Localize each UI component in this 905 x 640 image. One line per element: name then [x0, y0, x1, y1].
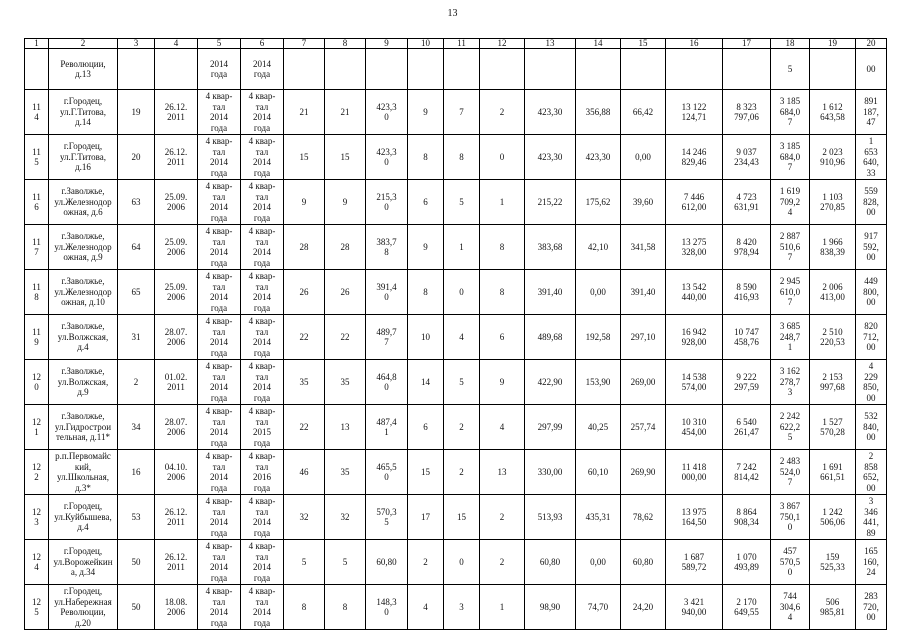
- table-cell: 13 542 440,00: [666, 270, 723, 315]
- table-cell: 74,70: [576, 585, 621, 630]
- table-cell: 39,60: [621, 180, 666, 225]
- table-cell: 423,30: [576, 135, 621, 180]
- table-cell: 11 4: [25, 90, 49, 135]
- column-number-cell: 3: [118, 39, 155, 49]
- table-cell: 7 242 814,42: [723, 450, 771, 495]
- table-cell: 559 828, 00: [856, 180, 887, 225]
- table-cell: 15: [325, 135, 366, 180]
- table-cell: 8: [480, 225, 525, 270]
- address-cell: г.Заволжье, ул.Железнодор ожная, д.6: [49, 180, 118, 225]
- table-cell: 513,93: [525, 495, 576, 540]
- table-cell: 0,00: [576, 540, 621, 585]
- table-cell: 3: [444, 585, 480, 630]
- table-cell: 2 887 510,6 7: [771, 225, 810, 270]
- table-cell: 820 712, 00: [856, 315, 887, 360]
- table-cell: 4 квар- тал 2014 года: [241, 585, 284, 630]
- table-cell: 25.09. 2006: [155, 270, 198, 315]
- table-cell: 257,74: [621, 405, 666, 450]
- table-cell: 8: [444, 135, 480, 180]
- table-cell: 21: [325, 90, 366, 135]
- column-number-cell: 2: [49, 39, 118, 49]
- table-cell: 422,90: [525, 360, 576, 405]
- address-cell: г.Городец, ул.Ворожейкин а, д.34: [49, 540, 118, 585]
- table-row: [25, 450, 887, 495]
- table-cell: 383,7 8: [366, 225, 408, 270]
- table-row: [25, 540, 887, 585]
- table-cell: 175,62: [576, 180, 621, 225]
- table-cell: 465,5 0: [366, 450, 408, 495]
- table-cell: 1 966 838,39: [810, 225, 856, 270]
- table-cell: 13 275 328,00: [666, 225, 723, 270]
- table-cell: 26.12. 2011: [155, 135, 198, 180]
- table-cell: 4 квар- тал 2014 года: [241, 315, 284, 360]
- table-row: [25, 270, 887, 315]
- table-cell: 26: [325, 270, 366, 315]
- table-row: [25, 180, 887, 225]
- table-cell: 16 942 928,00: [666, 315, 723, 360]
- table-cell: 383,68: [525, 225, 576, 270]
- table-cell: 6: [480, 315, 525, 360]
- table-cell: 2 483 524,0 7: [771, 450, 810, 495]
- table-cell: 423,30: [525, 135, 576, 180]
- table-cell: 1 691 661,51: [810, 450, 856, 495]
- table-cell: 744 304,6 4: [771, 585, 810, 630]
- table-cell: 13: [325, 405, 366, 450]
- table-cell: 12 5: [25, 585, 49, 630]
- table-cell: 8 864 908,34: [723, 495, 771, 540]
- table-cell: 66,42: [621, 90, 666, 135]
- table-cell: 891 187, 47: [856, 90, 887, 135]
- table-cell: 2014 года: [241, 49, 284, 90]
- table-cell: 0: [444, 540, 480, 585]
- table-cell: 4 квар- тал 2014 года: [198, 90, 241, 135]
- table-row: [25, 49, 887, 90]
- table-cell: 11 5: [25, 135, 49, 180]
- column-number-cell: 18: [771, 39, 810, 49]
- table-cell: 9: [480, 360, 525, 405]
- table-cell: 5: [444, 180, 480, 225]
- table-cell: 4 квар- тал 2014 года: [241, 540, 284, 585]
- column-number-cell: 9: [366, 39, 408, 49]
- table-header-row: [25, 39, 887, 49]
- table-cell: 28: [284, 225, 325, 270]
- table-cell: 26.12. 2011: [155, 90, 198, 135]
- table-cell: 16: [118, 450, 155, 495]
- table-cell: 423,30: [525, 90, 576, 135]
- table-cell: [666, 49, 723, 90]
- table-cell: 2: [444, 405, 480, 450]
- table-cell: 464,8 0: [366, 360, 408, 405]
- table-cell: 215,22: [525, 180, 576, 225]
- table-cell: 2: [118, 360, 155, 405]
- table-cell: 2014 года: [198, 49, 241, 90]
- table-cell: 2 945 610,0 7: [771, 270, 810, 315]
- address-cell: г.Заволжье, ул.Волжская, д.4: [49, 315, 118, 360]
- table-cell: 1 687 589,72: [666, 540, 723, 585]
- table-cell: 4 квар- тал 2014 года: [198, 315, 241, 360]
- table-cell: 917 592, 00: [856, 225, 887, 270]
- table-cell: 8 590 416,93: [723, 270, 771, 315]
- table-cell: 1 527 570,28: [810, 405, 856, 450]
- table-row: [25, 405, 887, 450]
- table-cell: 4 квар- тал 2014 года: [241, 135, 284, 180]
- table-cell: 17: [408, 495, 444, 540]
- table-row: [25, 225, 887, 270]
- table-cell: 0: [444, 270, 480, 315]
- table-cell: 4 квар- тал 2014 года: [241, 360, 284, 405]
- table-cell: 3 867 750,1 0: [771, 495, 810, 540]
- table-cell: 9: [325, 180, 366, 225]
- table-cell: 2: [408, 540, 444, 585]
- table-cell: 1: [444, 225, 480, 270]
- table-cell: 13 975 164,50: [666, 495, 723, 540]
- table-cell: 4 квар- тал 2014 года: [241, 180, 284, 225]
- table-cell: 4 квар- тал 2014 года: [198, 405, 241, 450]
- table-cell: 1 612 643,58: [810, 90, 856, 135]
- table-cell: 53: [118, 495, 155, 540]
- table-cell: 2: [444, 450, 480, 495]
- table-row: [25, 90, 887, 135]
- table-cell: 31: [118, 315, 155, 360]
- table-cell: [723, 49, 771, 90]
- table-cell: 2 170 649,55: [723, 585, 771, 630]
- table-cell: 22: [325, 315, 366, 360]
- table-cell: 21: [284, 90, 325, 135]
- table-cell: 50: [118, 585, 155, 630]
- column-number-cell: 5: [198, 39, 241, 49]
- table-cell: 165 160, 24: [856, 540, 887, 585]
- address-cell: г.Заволжье, ул.Волжская, д.9: [49, 360, 118, 405]
- table-cell: 423,3 0: [366, 135, 408, 180]
- table-cell: 4 квар- тал 2015 года: [241, 405, 284, 450]
- table-cell: 9: [408, 90, 444, 135]
- table-cell: 8: [480, 270, 525, 315]
- table-cell: 1 070 493,89: [723, 540, 771, 585]
- table-cell: 2: [480, 540, 525, 585]
- table-cell: 391,40: [525, 270, 576, 315]
- table-cell: 506 985,81: [810, 585, 856, 630]
- table-cell: 6 540 261,47: [723, 405, 771, 450]
- table-cell: 4 квар- тал 2014 года: [198, 135, 241, 180]
- table-cell: 11 9: [25, 315, 49, 360]
- table-cell: 9: [408, 225, 444, 270]
- table-cell: 8: [284, 585, 325, 630]
- table-cell: 1 619 709,2 4: [771, 180, 810, 225]
- table-cell: 11 8: [25, 270, 49, 315]
- column-number-cell: 19: [810, 39, 856, 49]
- table-cell: 2 153 997,68: [810, 360, 856, 405]
- table-cell: 3 685 248,7 1: [771, 315, 810, 360]
- table-cell: 1: [480, 585, 525, 630]
- table-cell: 1: [480, 180, 525, 225]
- table-cell: 435,31: [576, 495, 621, 540]
- table-cell: 4 квар- тал 2014 года: [198, 585, 241, 630]
- table-cell: 1 103 270,85: [810, 180, 856, 225]
- table-cell: 28: [325, 225, 366, 270]
- address-cell: р.п.Первомайс кий, ул.Школьная, д.3*: [49, 450, 118, 495]
- table-cell: 35: [284, 360, 325, 405]
- address-cell: г.Городец, ул.Г.Титова, д.16: [49, 135, 118, 180]
- address-cell: Революции, д.13: [49, 49, 118, 90]
- table-cell: 8 323 797,06: [723, 90, 771, 135]
- column-number-cell: 8: [325, 39, 366, 49]
- column-number-cell: 10: [408, 39, 444, 49]
- table-cell: 32: [284, 495, 325, 540]
- table-cell: 11 6: [25, 180, 49, 225]
- table-cell: 28.07. 2006: [155, 405, 198, 450]
- column-number-cell: 17: [723, 39, 771, 49]
- table-cell: 9 037 234,43: [723, 135, 771, 180]
- table-row: [25, 495, 887, 540]
- table-cell: 14 538 574,00: [666, 360, 723, 405]
- table-cell: 26.12. 2011: [155, 495, 198, 540]
- table-cell: [366, 49, 408, 90]
- table-cell: 297,99: [525, 405, 576, 450]
- table-cell: 297,10: [621, 315, 666, 360]
- table-cell: 26: [284, 270, 325, 315]
- table-cell: 457 570,5 0: [771, 540, 810, 585]
- table-cell: 148,3 0: [366, 585, 408, 630]
- table-cell: [444, 49, 480, 90]
- table-cell: 46: [284, 450, 325, 495]
- table-cell: 63: [118, 180, 155, 225]
- table-cell: [284, 49, 325, 90]
- column-number-cell: 4: [155, 39, 198, 49]
- table-cell: 8: [325, 585, 366, 630]
- table-cell: 4 квар- тал 2016 года: [241, 450, 284, 495]
- table-cell: 2 023 910,96: [810, 135, 856, 180]
- table-cell: 5: [325, 540, 366, 585]
- table-cell: 10 747 458,76: [723, 315, 771, 360]
- table-cell: 14 246 829,46: [666, 135, 723, 180]
- table-cell: 391,40: [621, 270, 666, 315]
- address-cell: г.Заволжье, ул.Железнодор ожная, д.9: [49, 225, 118, 270]
- table-cell: 20: [118, 135, 155, 180]
- table-cell: 4 квар- тал 2014 года: [198, 495, 241, 540]
- table-cell: 6: [408, 405, 444, 450]
- table-cell: 7 446 612,00: [666, 180, 723, 225]
- table-cell: [576, 49, 621, 90]
- table-cell: 98,90: [525, 585, 576, 630]
- table-cell: 64: [118, 225, 155, 270]
- table-cell: 9: [284, 180, 325, 225]
- address-cell: г.Городец, ул.Г.Титова, д.14: [49, 90, 118, 135]
- table-cell: 26.12. 2011: [155, 540, 198, 585]
- table-cell: 6: [408, 180, 444, 225]
- table-cell: 12 4: [25, 540, 49, 585]
- table-cell: 13: [480, 450, 525, 495]
- table-cell: 489,68: [525, 315, 576, 360]
- table-cell: 24,20: [621, 585, 666, 630]
- table-cell: 4 квар- тал 2014 года: [198, 360, 241, 405]
- column-number-cell: 6: [241, 39, 284, 49]
- table-cell: 3 346 441, 89: [856, 495, 887, 540]
- table-cell: 570,3 5: [366, 495, 408, 540]
- table-cell: 153,90: [576, 360, 621, 405]
- table-cell: 2 006 413,00: [810, 270, 856, 315]
- column-number-cell: 14: [576, 39, 621, 49]
- table-cell: 12 3: [25, 495, 49, 540]
- table-row: [25, 135, 887, 180]
- table-cell: [480, 49, 525, 90]
- table-cell: 269,90: [621, 450, 666, 495]
- table-cell: 15: [284, 135, 325, 180]
- column-number-cell: 13: [525, 39, 576, 49]
- column-number-cell: 15: [621, 39, 666, 49]
- table-cell: 4: [480, 405, 525, 450]
- column-number-cell: 20: [856, 39, 887, 49]
- table-cell: 01.02. 2011: [155, 360, 198, 405]
- table-cell: 10 310 454,00: [666, 405, 723, 450]
- table-cell: 2 510 220,53: [810, 315, 856, 360]
- table-row: [25, 360, 887, 405]
- table-cell: 215,3 0: [366, 180, 408, 225]
- table-cell: 1 653 640, 33: [856, 135, 887, 180]
- table-row: [25, 315, 887, 360]
- table-cell: 8 420 978,94: [723, 225, 771, 270]
- table-row: [25, 585, 887, 630]
- table-cell: 4: [444, 315, 480, 360]
- table-cell: 35: [325, 450, 366, 495]
- table-cell: 449 800, 00: [856, 270, 887, 315]
- table-cell: 34: [118, 405, 155, 450]
- table-cell: 4 квар- тал 2014 года: [198, 270, 241, 315]
- column-number-cell: 7: [284, 39, 325, 49]
- table-cell: 8: [408, 270, 444, 315]
- table-cell: 42,10: [576, 225, 621, 270]
- table-cell: 04.10. 2006: [155, 450, 198, 495]
- table-cell: 12 0: [25, 360, 49, 405]
- table-cell: 0: [480, 135, 525, 180]
- table-cell: 2: [480, 90, 525, 135]
- table-cell: 192,58: [576, 315, 621, 360]
- table-cell: 4 723 631,91: [723, 180, 771, 225]
- table-cell: 4 квар- тал 2014 года: [198, 180, 241, 225]
- address-cell: г.Заволжье, ул.Железнодор ожная, д.10: [49, 270, 118, 315]
- column-number-cell: 11: [444, 39, 480, 49]
- table-cell: 0,00: [621, 135, 666, 180]
- table-cell: [155, 49, 198, 90]
- table-cell: 19: [118, 90, 155, 135]
- table-cell: 159 525,33: [810, 540, 856, 585]
- table-cell: [621, 49, 666, 90]
- table-cell: 60,80: [366, 540, 408, 585]
- table-cell: 2 242 622,2 5: [771, 405, 810, 450]
- address-cell: г.Городец, ул.Куйбышева, д.4: [49, 495, 118, 540]
- table-cell: 1 242 506,06: [810, 495, 856, 540]
- table-cell: 391,4 0: [366, 270, 408, 315]
- table-cell: 8: [408, 135, 444, 180]
- table-cell: 15: [444, 495, 480, 540]
- table-cell: [408, 49, 444, 90]
- table-cell: 11 7: [25, 225, 49, 270]
- table-cell: 283 720, 00: [856, 585, 887, 630]
- table-cell: 5: [771, 49, 810, 90]
- table-cell: 4 квар- тал 2014 года: [241, 495, 284, 540]
- housing-program-table: [24, 38, 887, 630]
- table-cell: 78,62: [621, 495, 666, 540]
- table-cell: 9 222 297,59: [723, 360, 771, 405]
- address-cell: г.Заволжье, ул.Гидрострои тельная, д.11*: [49, 405, 118, 450]
- table-cell: 14: [408, 360, 444, 405]
- table-cell: 4 квар- тал 2014 года: [241, 270, 284, 315]
- table-cell: 3 185 684,0 7: [771, 135, 810, 180]
- table-cell: 00: [856, 49, 887, 90]
- table-cell: 22: [284, 315, 325, 360]
- table-cell: 11 418 000,00: [666, 450, 723, 495]
- table-cell: 3 162 278,7 3: [771, 360, 810, 405]
- table-cell: 532 840, 00: [856, 405, 887, 450]
- table-cell: 28.07. 2006: [155, 315, 198, 360]
- table-cell: 40,25: [576, 405, 621, 450]
- table-cell: 32: [325, 495, 366, 540]
- table-cell: 35: [325, 360, 366, 405]
- column-number-cell: 1: [25, 39, 49, 49]
- table-cell: 489,7 7: [366, 315, 408, 360]
- table-cell: 4 квар- тал 2014 года: [198, 225, 241, 270]
- table-cell: 423,3 0: [366, 90, 408, 135]
- table-cell: 60,80: [525, 540, 576, 585]
- table-cell: [118, 49, 155, 90]
- table-cell: 341,58: [621, 225, 666, 270]
- table-cell: 25.09. 2006: [155, 225, 198, 270]
- table-cell: 2 858 652, 00: [856, 450, 887, 495]
- table-cell: 0,00: [576, 270, 621, 315]
- table-cell: 65: [118, 270, 155, 315]
- column-number-cell: 16: [666, 39, 723, 49]
- table-cell: 3 185 684,0 7: [771, 90, 810, 135]
- column-number-cell: 12: [480, 39, 525, 49]
- table-cell: 2: [480, 495, 525, 540]
- table-cell: 4 квар- тал 2014 года: [198, 540, 241, 585]
- table-cell: 12 2: [25, 450, 49, 495]
- table-cell: 4 квар- тал 2014 года: [241, 225, 284, 270]
- table-cell: 4 квар- тал 2014 года: [241, 90, 284, 135]
- table-cell: 13 122 124,71: [666, 90, 723, 135]
- table-cell: 7: [444, 90, 480, 135]
- table-cell: 356,88: [576, 90, 621, 135]
- table-cell: 5: [284, 540, 325, 585]
- table-cell: 330,00: [525, 450, 576, 495]
- table-cell: 10: [408, 315, 444, 360]
- table-cell: 60,10: [576, 450, 621, 495]
- table-cell: 4 квар- тал 2014 года: [198, 450, 241, 495]
- table-cell: 15: [408, 450, 444, 495]
- table-cell: 22: [284, 405, 325, 450]
- table-cell: 4: [408, 585, 444, 630]
- page-number: 13: [447, 8, 458, 19]
- table-cell: 12 1: [25, 405, 49, 450]
- table-cell: 5: [444, 360, 480, 405]
- table-cell: [810, 49, 856, 90]
- table-cell: [25, 49, 49, 90]
- table-cell: 18.08. 2006: [155, 585, 198, 630]
- table-cell: 3 421 940,00: [666, 585, 723, 630]
- table-cell: [325, 49, 366, 90]
- table-cell: 487,4 1: [366, 405, 408, 450]
- table-cell: 25.09. 2006: [155, 180, 198, 225]
- table-cell: 269,00: [621, 360, 666, 405]
- table-cell: 4 229 850, 00: [856, 360, 887, 405]
- table-cell: 60,80: [621, 540, 666, 585]
- address-cell: г.Городец, ул.Набережная Революции, д.20: [49, 585, 118, 630]
- table-cell: 50: [118, 540, 155, 585]
- table-cell: [525, 49, 576, 90]
